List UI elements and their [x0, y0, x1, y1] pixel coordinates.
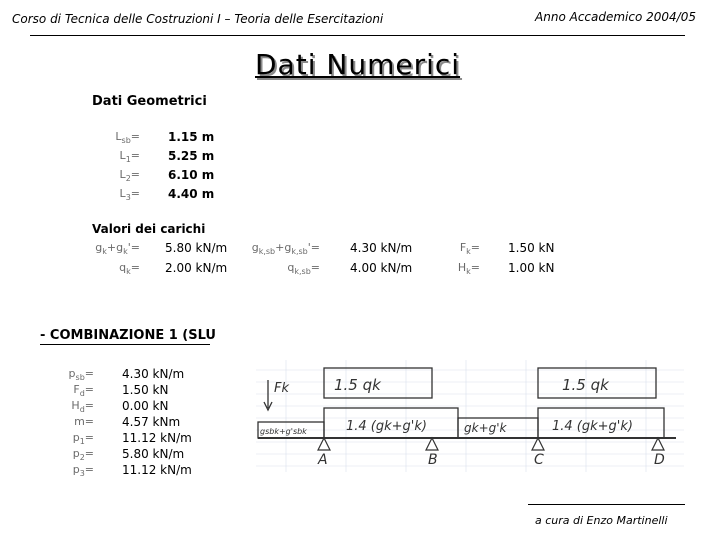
sketch-load-bottom-mid: gk+g'k: [464, 421, 507, 435]
load-value-gksb: 4.30 kN/m: [350, 241, 413, 255]
geo-value-lsb: 1.15 m: [168, 130, 215, 144]
geo-value-l3: 4.40 m: [168, 187, 215, 201]
comb-value-fd: 1.50 kN: [122, 383, 169, 397]
sketch-support-d: D: [654, 452, 665, 468]
sketch-sb-label: gsbk+g'sbk: [260, 427, 307, 436]
sketch-load-bottom-right: 1.4 (gk+g'k): [552, 419, 633, 434]
comb-label-psb: $p_{sb}=$: [68, 367, 94, 383]
load-label-hk: $H_k=$: [457, 261, 480, 277]
combination-underline: [40, 344, 210, 345]
comb-value-p1: 11.12 kN/m: [122, 431, 192, 445]
load-value-fk: 1.50 kN: [508, 241, 555, 255]
sketch-support-c: C: [534, 452, 544, 468]
comb-value-p3: 11.12 kN/m: [122, 463, 192, 477]
geo-label-l2: $L_2=$: [119, 168, 140, 184]
support-c-icon: [532, 438, 544, 450]
load-label-gk: $g_k+g_k'=$: [95, 241, 140, 257]
support-a-icon: [318, 438, 330, 450]
geo-label-l3: $L_3=$: [119, 187, 140, 203]
course-title: Corso di Tecnica delle Costruzioni I – Teoria delle Esercitazioni: [12, 12, 384, 26]
support-d-icon: [652, 438, 664, 450]
sketch-load-top-right: 1.5 qk: [562, 376, 609, 394]
loads-heading: Valori dei carichi: [92, 222, 206, 236]
load-label-qksb: $q_{k,sb}=$: [287, 261, 320, 277]
sketch-svg: [256, 360, 684, 472]
load-label-gksb: $g_{k,sb}+g_{k,sb}'=$: [251, 241, 320, 257]
sketch-force-label: Fk: [274, 381, 290, 396]
combination-heading: - COMBINAZIONE 1 (SLU: [40, 328, 216, 343]
comb-label-p1: $p_1=$: [72, 431, 94, 447]
comb-label-p3: $p_3=$: [72, 463, 94, 479]
comb-value-hd: 0.00 kN: [122, 399, 169, 413]
sketch-support-a: A: [318, 452, 328, 468]
load-value-qk: 2.00 kN/m: [165, 261, 228, 275]
load-value-gk: 5.80 kN/m: [165, 241, 228, 255]
comb-label-m: m=: [74, 415, 94, 428]
sketch-load-bottom-left: 1.4 (gk+g'k): [346, 419, 427, 434]
geo-label-l1: $L_1=$: [119, 149, 140, 165]
geo-value-l1: 5.25 m: [168, 149, 215, 163]
support-b-icon: [426, 438, 438, 450]
comb-value-p2: 5.80 kN/m: [122, 447, 185, 461]
footer-divider: [528, 504, 685, 505]
geometry-heading: Dati Geometrici: [92, 94, 207, 109]
load-value-qksb: 4.00 kN/m: [350, 261, 413, 275]
footer-credit: a cura di Enzo Martinelli: [535, 514, 668, 527]
geo-label-lsb: $L_{sb}=$: [115, 130, 140, 146]
load-scheme-sketch: [256, 360, 684, 472]
comb-value-m: 4.57 kNm: [122, 415, 181, 429]
load-value-hk: 1.00 kN: [508, 261, 555, 275]
comb-label-hd: $H_d=$: [71, 399, 94, 415]
load-label-qk: $q_k=$: [119, 261, 140, 277]
academic-year: Anno Accademico 2004/05: [535, 10, 696, 24]
sketch-load-top-left: 1.5 qk: [334, 376, 381, 394]
comb-label-fd: $F_d=$: [73, 383, 94, 399]
comb-label-p2: $p_2=$: [72, 447, 94, 463]
sketch-support-b: B: [428, 452, 438, 468]
load-label-fk: $F_k=$: [459, 241, 480, 257]
comb-value-psb: 4.30 kN/m: [122, 367, 185, 381]
header-divider: [30, 35, 685, 36]
geo-value-l2: 6.10 m: [168, 168, 215, 182]
page-title: Dati Numerici: [255, 48, 461, 81]
